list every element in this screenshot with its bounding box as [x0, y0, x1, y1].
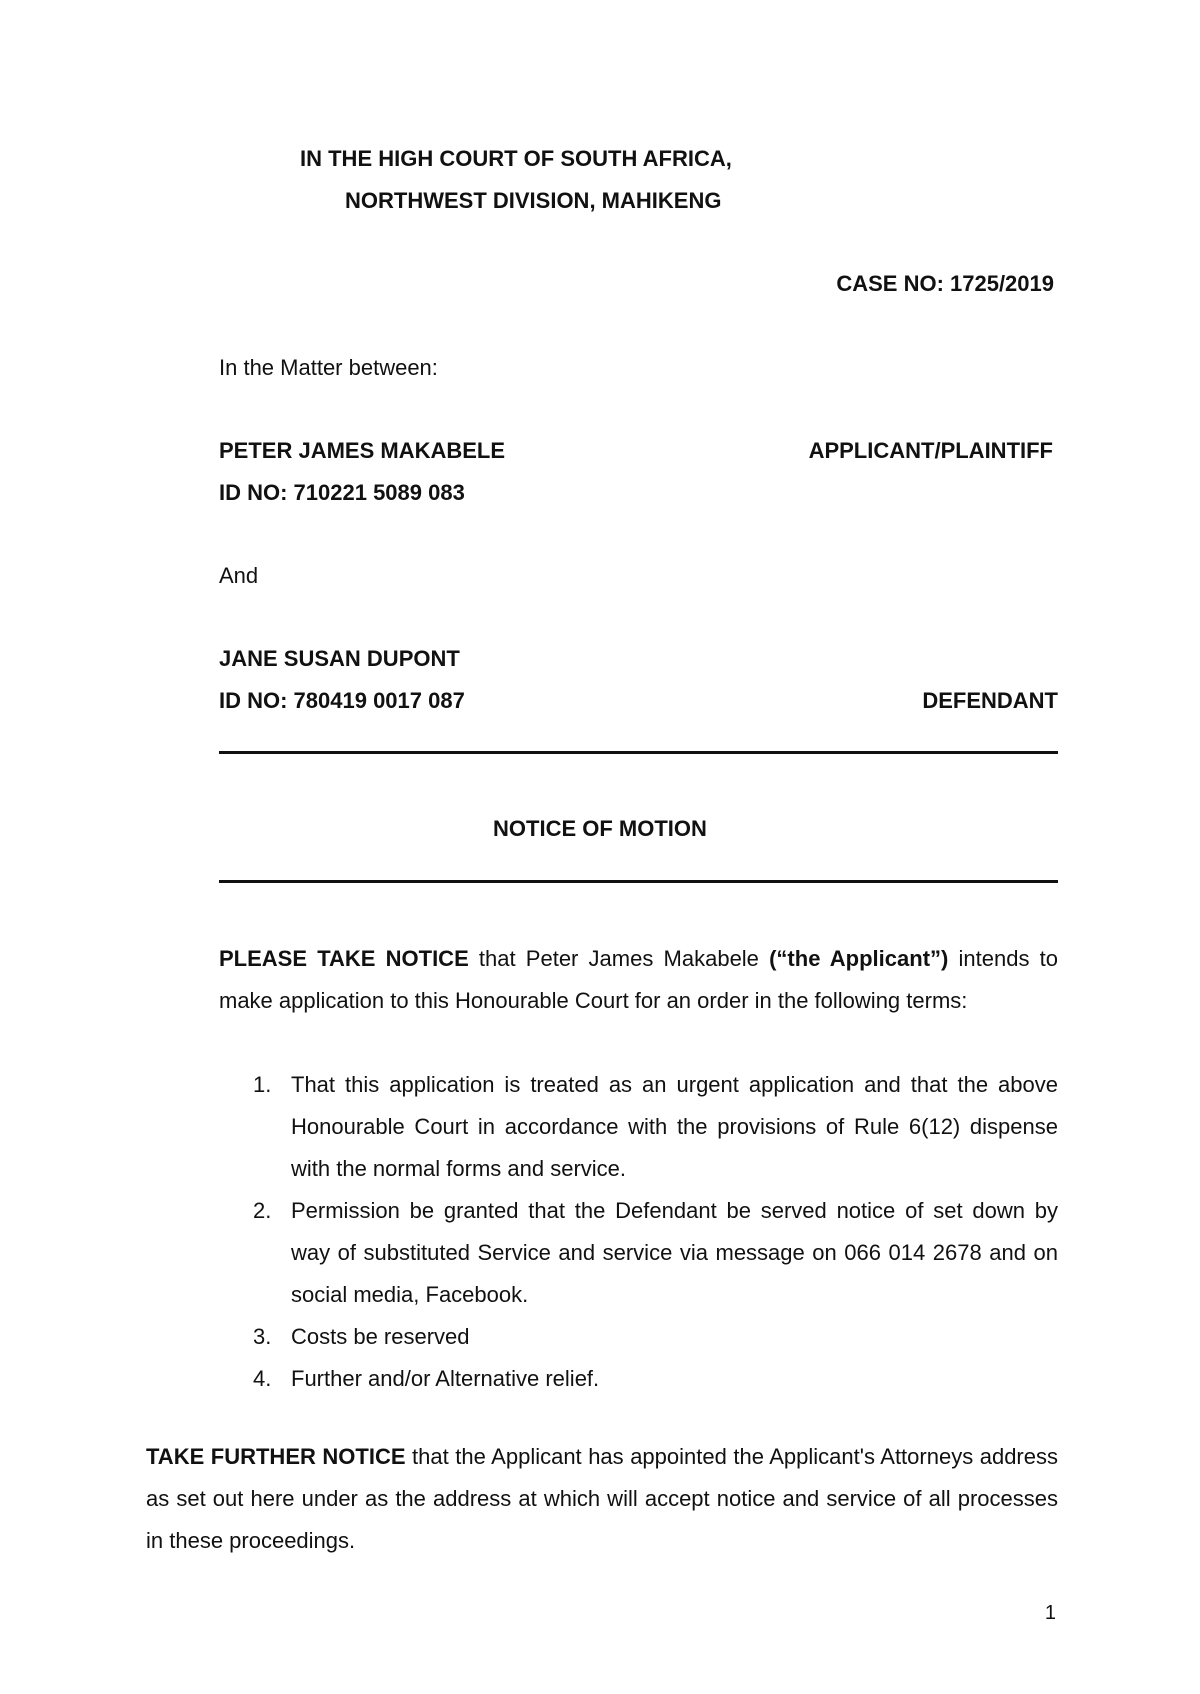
- notice-text-b: intends to make application to this Honourable Court for an order in the following terms:: [219, 946, 1059, 1013]
- and-conjunction: And: [219, 563, 259, 588]
- horizontal-rule-top: [219, 751, 1058, 754]
- matter-between-label: In the Matter between:: [219, 355, 438, 380]
- page-number: 1: [1044, 1602, 1056, 1624]
- further-notice-lead: TAKE FURTHER NOTICE: [146, 1444, 406, 1469]
- list-item-text: Permission be granted that the Defendant be served notice of set down by way of substituted Service and service via message on 066 014 2678 and on social media, Facebook.: [291, 1198, 1058, 1307]
- further-notice-paragraph: [146, 1436, 1058, 1562]
- order-terms-list: [219, 1064, 1058, 1400]
- case-number: CASE NO: 1725/2019: [836, 271, 1054, 296]
- applicant-definition: (“the Applicant”): [769, 946, 949, 971]
- further-notice-text: that the Applicant has appointed the Applicant's Attorneys address as set out here under as the address at which will accept notice and service of all processes in these proceedings.: [146, 1444, 1058, 1553]
- list-item: [219, 1316, 1058, 1358]
- list-item: [219, 1190, 1058, 1316]
- applicant-name: PETER JAMES MAKABELE: [219, 438, 506, 463]
- notice-text-a: that Peter James Makabele: [468, 946, 770, 971]
- list-item-number: 2.: [253, 1198, 272, 1223]
- applicant-id-number: ID NO: 710221 5089 083: [219, 480, 465, 505]
- list-item-number: 1.: [253, 1072, 272, 1097]
- notice-lead: PLEASE TAKE NOTICE: [219, 946, 469, 971]
- list-item: [219, 1358, 1058, 1400]
- list-item: [219, 1064, 1058, 1190]
- document-title: NOTICE OF MOTION: [493, 816, 707, 841]
- notice-paragraph: [219, 938, 1058, 1022]
- defendant-name: JANE SUSAN DUPONT: [219, 646, 460, 671]
- court-name-line-2: NORTHWEST DIVISION, MAHIKENG: [345, 188, 722, 213]
- applicant-role: APPLICANT/PLAINTIFF: [808, 438, 1053, 463]
- horizontal-rule-bottom: [219, 880, 1058, 883]
- list-item-text: Costs be reserved: [291, 1324, 470, 1349]
- list-item-number: 3.: [253, 1324, 272, 1349]
- list-item-number: 4.: [253, 1366, 272, 1391]
- list-item-text: That this application is treated as an urgent application and that the above Honourable Court in accordance with the provisions of Rule 6(12) dispense with the normal forms and service.: [291, 1072, 1058, 1181]
- court-name-line-1: IN THE HIGH COURT OF SOUTH AFRICA,: [300, 146, 732, 171]
- list-item-text: Further and/or Alternative relief.: [291, 1366, 600, 1391]
- defendant-id-number: ID NO: 780419 0017 087: [219, 688, 465, 713]
- defendant-role: DEFENDANT: [922, 688, 1058, 713]
